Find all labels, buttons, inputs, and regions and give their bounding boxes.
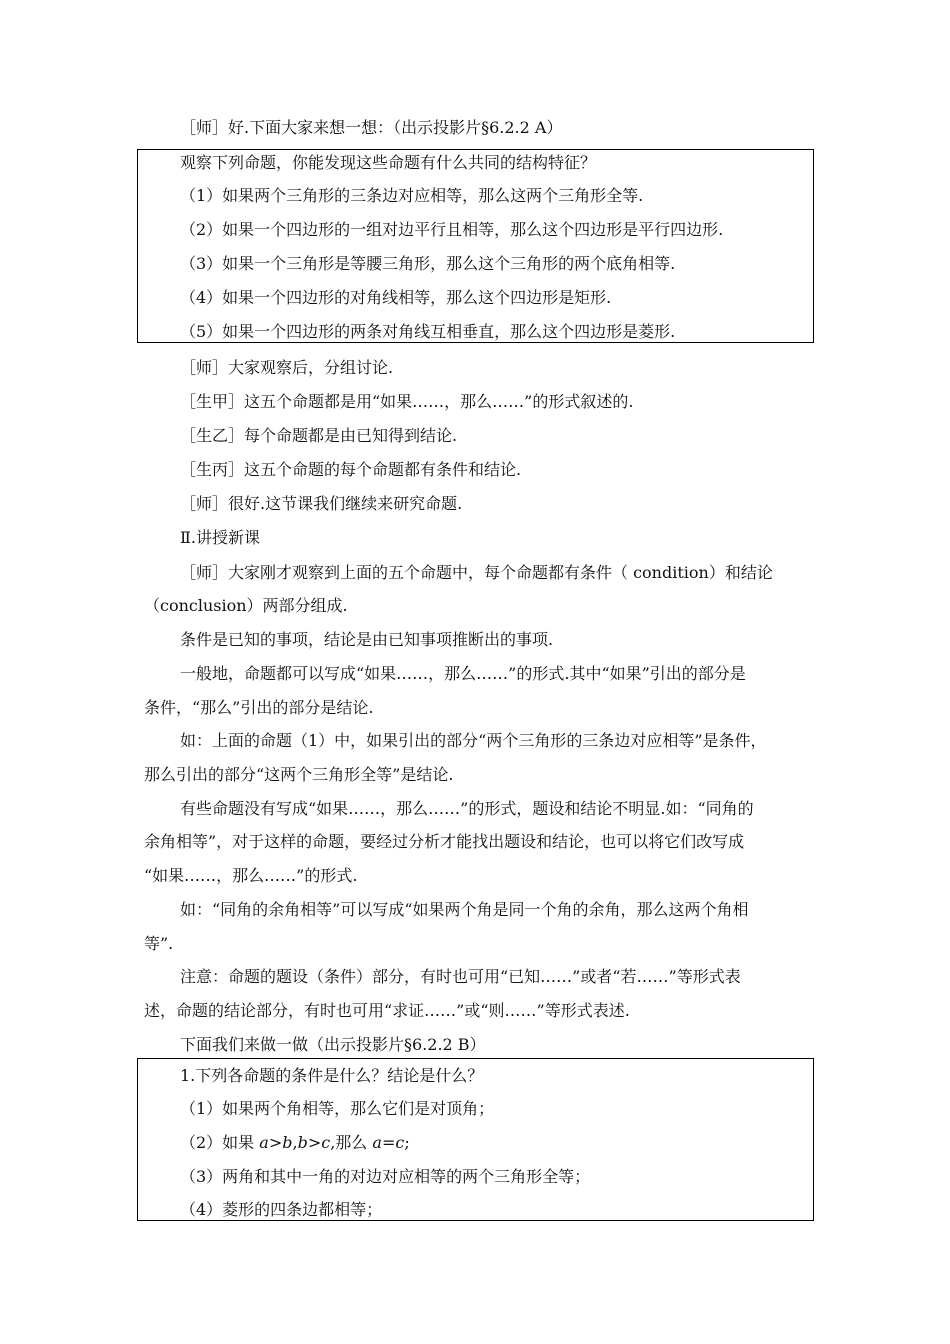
- p1-line-1: ［师］大家刚才观察到上面的五个命题中，每个命题都有条件（ condition）和结论: [180, 563, 773, 582]
- box-a-item-1: （1）如果两个三角形的三条边对应相等，那么这两个三角形全等.: [180, 186, 644, 205]
- p1-line-2: （conclusion）两部分组成.: [144, 596, 348, 615]
- projection-box-a: [137, 149, 814, 343]
- box-a-item-3: （3）如果一个三角形是等腰三角形，那么这个三角形的两个底角相等.: [180, 254, 676, 273]
- item2-middle: ,那么: [330, 1133, 373, 1152]
- dialogue-line-5: ［师］很好.这节课我们继续来研究命题.: [180, 494, 463, 513]
- box-a-title: 观察下列命题，你能发现这些命题有什么共同的结构特征？: [180, 153, 597, 172]
- p6-line-1: 如：“同角的余角相等”可以写成“如果两个角是同一个角的余角，那么这两个角相: [180, 900, 749, 919]
- p7-line-1: 注意：命题的题设（条件）部分，有时也可用“已知……”或者“若……”等形式表: [180, 967, 741, 986]
- var-b: b: [297, 1133, 308, 1152]
- dialogue-line-3: ［生乙］每个命题都是由已知得到结论.: [180, 426, 458, 445]
- box-b-item-2: [180, 1131, 410, 1155]
- op-gt: >: [307, 1133, 322, 1152]
- dialogue-line-1: ［师］大家观察后，分组讨论.: [180, 358, 394, 377]
- box-a-item-5: （5）如果一个四边形的两条对角线互相垂直，那么这个四边形是菱形.: [180, 322, 676, 341]
- p7-line-2: 述，命题的结论部分，有时也可用“求证……”或“则……”等形式表述.: [144, 1001, 630, 1020]
- var-a: a: [259, 1133, 269, 1152]
- p6-line-2: 等”.: [144, 934, 174, 953]
- intro-line: ［师］好.下面大家来想一想：（出示投影片§6.2.2 A）: [180, 118, 563, 137]
- p2-line: 条件是已知的事项，结论是由已知事项推断出的事项.: [180, 630, 554, 649]
- p8-line: 下面我们来做一做（出示投影片§6.2.2 B）: [180, 1035, 486, 1054]
- box-b-item-4: （4）菱形的四条边都相等；: [180, 1200, 383, 1219]
- dialogue-line-2: ［生甲］这五个命题都是用“如果……，那么……”的形式叙述的.: [180, 392, 634, 411]
- comma: ,: [292, 1133, 298, 1152]
- box-a-item-2: （2）如果一个四边形的一组对边平行且相等，那么这个四边形是平行四边形.: [180, 220, 724, 239]
- p3-line-1: 一般地，命题都可以写成“如果……，那么……”的形式.其中“如果”引出的部分是: [180, 664, 746, 683]
- var-c: c: [321, 1133, 331, 1152]
- p3-line-2: 条件，“那么”引出的部分是结论.: [144, 698, 374, 717]
- p4-line-2: 那么引出的部分“这两个三角形全等”是结论.: [144, 765, 454, 784]
- var-c: c: [395, 1133, 405, 1152]
- op-eq: =: [381, 1133, 396, 1152]
- semicolon: ;: [404, 1133, 410, 1152]
- item2-prefix: （2）如果: [180, 1133, 260, 1152]
- op-gt: >: [268, 1133, 283, 1152]
- var-b: b: [282, 1133, 293, 1152]
- section-heading: Ⅱ.讲授新课: [180, 528, 260, 547]
- box-b-item-3: （3）两角和其中一角的对边对应相等的两个三角形全等；: [180, 1167, 591, 1186]
- p5-line-1: 有些命题没有写成“如果……，那么……”的形式，题设和结论不明显.如：“同角的: [180, 799, 754, 818]
- p5-line-3: “如果……，那么……”的形式.: [144, 866, 358, 885]
- box-a-item-4: （4）如果一个四边形的对角线相等，那么这个四边形是矩形.: [180, 288, 612, 307]
- p4-line-1: 如：上面的命题（1）中，如果引出的部分“两个三角形的三条边对应相等”是条件，: [180, 731, 767, 750]
- var-a: a: [372, 1133, 382, 1152]
- p5-line-2: 余角相等”，对于这样的命题，要经过分析才能找出题设和结论，也可以将它们改写成: [144, 832, 745, 851]
- box-b-item-1: （1）如果两个角相等，那么它们是对顶角；: [180, 1099, 495, 1118]
- box-b-title: 1.下列各命题的条件是什么？结论是什么？: [180, 1066, 484, 1085]
- dialogue-line-4: ［生丙］这五个命题的每个命题都有条件和结论.: [180, 460, 522, 479]
